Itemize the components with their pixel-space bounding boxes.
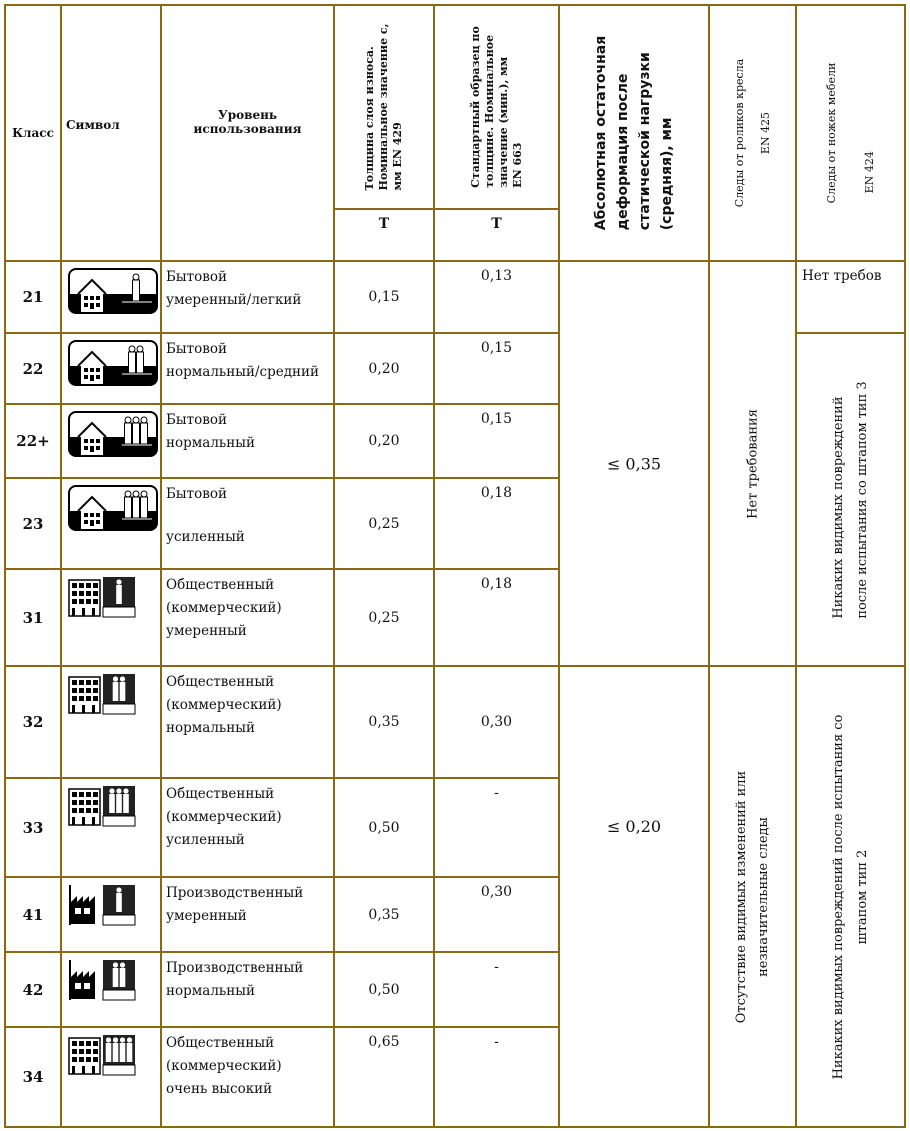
standard-value: -	[494, 785, 499, 801]
thickness-value: 0,35	[368, 906, 400, 923]
class-cell	[4, 1026, 62, 1128]
standard-cell	[433, 777, 560, 878]
header-class-label: Класс	[12, 126, 54, 140]
symbol-cell	[60, 951, 162, 1028]
usage-cell	[160, 568, 335, 667]
thickness-value: 0,50	[368, 819, 400, 836]
furniture-domestic-commercial-31	[795, 332, 906, 667]
usage-line: Бытовой	[166, 341, 227, 357]
usage-cell	[160, 876, 335, 953]
furniture-commercial-line1: Никаких видимых повреждений после испытания со	[830, 714, 846, 1079]
usage-line: нормальный	[166, 720, 255, 736]
standard-cell	[433, 403, 560, 479]
class-number: 22+	[16, 432, 50, 450]
usage-line: Бытовой	[166, 412, 227, 428]
thickness-value: 0,25	[368, 609, 400, 626]
header-thickness-line3: мм EN 429	[391, 122, 404, 191]
usage-line: усиленный	[166, 529, 245, 545]
house-one-person-icon	[68, 268, 158, 318]
thickness-value: 0,15	[368, 289, 400, 305]
house-family-icon	[68, 411, 158, 461]
usage-line: нормальный	[166, 983, 255, 999]
usage-line: Общественный	[166, 1035, 275, 1051]
symbol-cell	[60, 1026, 162, 1128]
deformation-commercial-value: ≤ 0,20	[606, 817, 662, 836]
header-symbol	[60, 4, 162, 262]
header-deformation-line4: (средняя), мм	[659, 117, 675, 231]
chair-commercial	[708, 665, 797, 1128]
header-furniture-line2: EN 424	[862, 151, 876, 194]
furniture-commercial	[795, 665, 906, 1128]
header-thickness	[333, 4, 435, 210]
class-cell	[4, 332, 62, 405]
usage-line: Бытовой	[166, 269, 227, 285]
header-thickness-t: T	[378, 216, 390, 232]
standard-value: 0,15	[480, 340, 513, 356]
class-cell	[4, 260, 62, 334]
header-usage	[160, 4, 335, 262]
standard-value: 0,18	[480, 485, 513, 501]
deformation-domestic	[558, 260, 710, 667]
class-number: 21	[22, 288, 44, 306]
standard-value: 0,18	[480, 576, 513, 592]
header-thickness-line2: Номинальное значение c,	[377, 23, 390, 191]
classification-table	[4, 4, 906, 1128]
usage-line: Производственный	[166, 960, 304, 976]
standard-value: 0,30	[480, 714, 513, 730]
standard-value: 0,30	[480, 884, 513, 900]
chair-commercial-line2: незначительные следы	[755, 816, 771, 977]
standard-cell	[433, 260, 560, 334]
usage-line: умеренный	[166, 623, 247, 639]
class-cell	[4, 665, 62, 779]
house-two-persons-icon	[68, 340, 158, 390]
factory-two-persons-icon	[68, 959, 136, 1005]
usage-line: (коммерческий)	[166, 1058, 282, 1074]
thickness-cell	[333, 951, 435, 1028]
thickness-cell	[333, 332, 435, 405]
chair-commercial-line1: Отсутствие видимых изменений или	[733, 770, 749, 1023]
thickness-value: 0,20	[368, 433, 400, 449]
class-cell	[4, 777, 62, 878]
usage-line: Производственный	[166, 885, 304, 901]
office-one-person-icon	[68, 576, 136, 622]
thickness-cell	[333, 260, 435, 334]
thickness-value: 0,65	[368, 1034, 400, 1050]
usage-line: умеренный/легкий	[166, 292, 302, 308]
usage-cell	[160, 777, 335, 878]
class-number: 34	[22, 1068, 44, 1086]
usage-line: нормальный/средний	[166, 364, 320, 380]
house-three-persons-icon	[68, 485, 158, 535]
chair-domestic-text: Нет требования	[745, 408, 760, 519]
usage-line: Общественный	[166, 577, 275, 593]
header-furniture-line1: Следы от ножек мебели	[824, 62, 838, 204]
class-cell	[4, 951, 62, 1028]
header-deformation-line2: деформация после	[615, 73, 631, 231]
header-standard-line2: толщине. Номинальное	[482, 34, 496, 188]
standard-value: 0,13	[480, 268, 513, 284]
standard-value: -	[494, 959, 499, 975]
header-chair-line1: Следы от роликов кресла	[732, 58, 746, 208]
symbol-cell	[60, 876, 162, 953]
furniture-commercial-line2: штапом тип 2	[854, 849, 870, 944]
standard-cell	[433, 665, 560, 779]
usage-cell	[160, 477, 335, 570]
deformation-domestic-value: ≤ 0,35	[606, 454, 662, 473]
standard-value: -	[494, 1034, 499, 1050]
usage-line: Общественный	[166, 786, 275, 802]
header-deformation-line3: статической нагрузки	[637, 52, 653, 231]
usage-cell	[160, 403, 335, 479]
usage-line: нормальный	[166, 435, 255, 451]
header-standard-line4: EN 663	[510, 142, 524, 188]
symbol-cell	[60, 403, 162, 479]
usage-line: (коммерческий)	[166, 697, 282, 713]
furniture-mid-line2: после испытания со штапом тип 3	[854, 380, 870, 619]
office-three-persons-icon	[68, 785, 136, 831]
thickness-cell	[333, 568, 435, 667]
header-standard-t: T	[491, 216, 502, 232]
header-chair-castors	[708, 4, 797, 262]
class-cell	[4, 403, 62, 479]
office-two-persons-icon	[68, 673, 136, 719]
thickness-cell	[333, 665, 435, 779]
header-usage-line1: Уровень	[217, 108, 278, 122]
deformation-commercial	[558, 665, 710, 1128]
class-number: 22	[22, 359, 44, 378]
standard-cell	[433, 876, 560, 953]
symbol-cell	[60, 568, 162, 667]
office-four-persons-icon	[68, 1034, 136, 1080]
chair-domestic	[708, 260, 797, 667]
symbol-cell	[60, 477, 162, 570]
header-standard-line3: значение (мин.), мм	[496, 56, 510, 188]
class-cell	[4, 477, 62, 570]
usage-line: очень высокий	[166, 1081, 273, 1097]
header-thickness-line1: Толщина слоя износа.	[363, 46, 376, 191]
usage-cell	[160, 951, 335, 1028]
class-cell	[4, 876, 62, 953]
standard-cell	[433, 951, 560, 1028]
symbol-cell	[60, 332, 162, 405]
header-class	[4, 4, 62, 262]
thickness-cell	[333, 477, 435, 570]
class-number: 32	[22, 713, 44, 731]
furniture-class-21	[795, 260, 906, 334]
standard-value: 0,15	[480, 411, 513, 427]
symbol-cell	[60, 777, 162, 878]
class-cell	[4, 568, 62, 667]
furniture-class-21-text: Нет требов	[802, 268, 882, 284]
class-number: 33	[22, 818, 44, 837]
class-number: 41	[22, 905, 44, 924]
usage-line: усиленный	[166, 832, 245, 848]
class-number: 42	[22, 980, 44, 999]
header-standard	[433, 4, 560, 210]
standard-cell	[433, 1026, 560, 1128]
usage-line: (коммерческий)	[166, 809, 282, 825]
thickness-cell	[333, 777, 435, 878]
usage-cell	[160, 665, 335, 779]
class-number: 23	[22, 514, 44, 533]
standard-cell	[433, 568, 560, 667]
header-standard-sub	[433, 208, 560, 262]
thickness-value: 0,35	[368, 714, 400, 730]
header-deformation	[558, 4, 710, 262]
header-standard-line1: Стандартный образец по	[468, 26, 482, 188]
header-usage-line2: использования	[193, 122, 302, 136]
header-thickness-sub	[333, 208, 435, 262]
thickness-value: 0,25	[368, 515, 400, 532]
symbol-cell	[60, 665, 162, 779]
header-chair-line2: EN 425	[758, 111, 772, 155]
thickness-cell	[333, 876, 435, 953]
usage-cell	[160, 260, 335, 334]
usage-line: (коммерческий)	[166, 600, 282, 616]
usage-line: умеренный	[166, 908, 247, 924]
thickness-cell	[333, 403, 435, 479]
standard-cell	[433, 477, 560, 570]
header-furniture-legs	[795, 4, 906, 262]
usage-line: Общественный	[166, 674, 275, 690]
thickness-cell	[333, 1026, 435, 1128]
thickness-value: 0,20	[368, 360, 400, 377]
class-number: 31	[22, 608, 44, 627]
furniture-mid-line1: Никаких видимых повреждений	[830, 395, 846, 619]
factory-one-person-icon	[68, 884, 136, 930]
usage-cell	[160, 1026, 335, 1128]
usage-cell	[160, 332, 335, 405]
symbol-cell	[60, 260, 162, 334]
header-deformation-line1: Абсолютная остаточная	[593, 35, 609, 231]
standard-cell	[433, 332, 560, 405]
usage-line	[166, 506, 333, 526]
usage-line: Бытовой	[166, 486, 227, 502]
header-symbol-label: Символ	[66, 118, 120, 132]
thickness-value: 0,50	[368, 981, 400, 998]
